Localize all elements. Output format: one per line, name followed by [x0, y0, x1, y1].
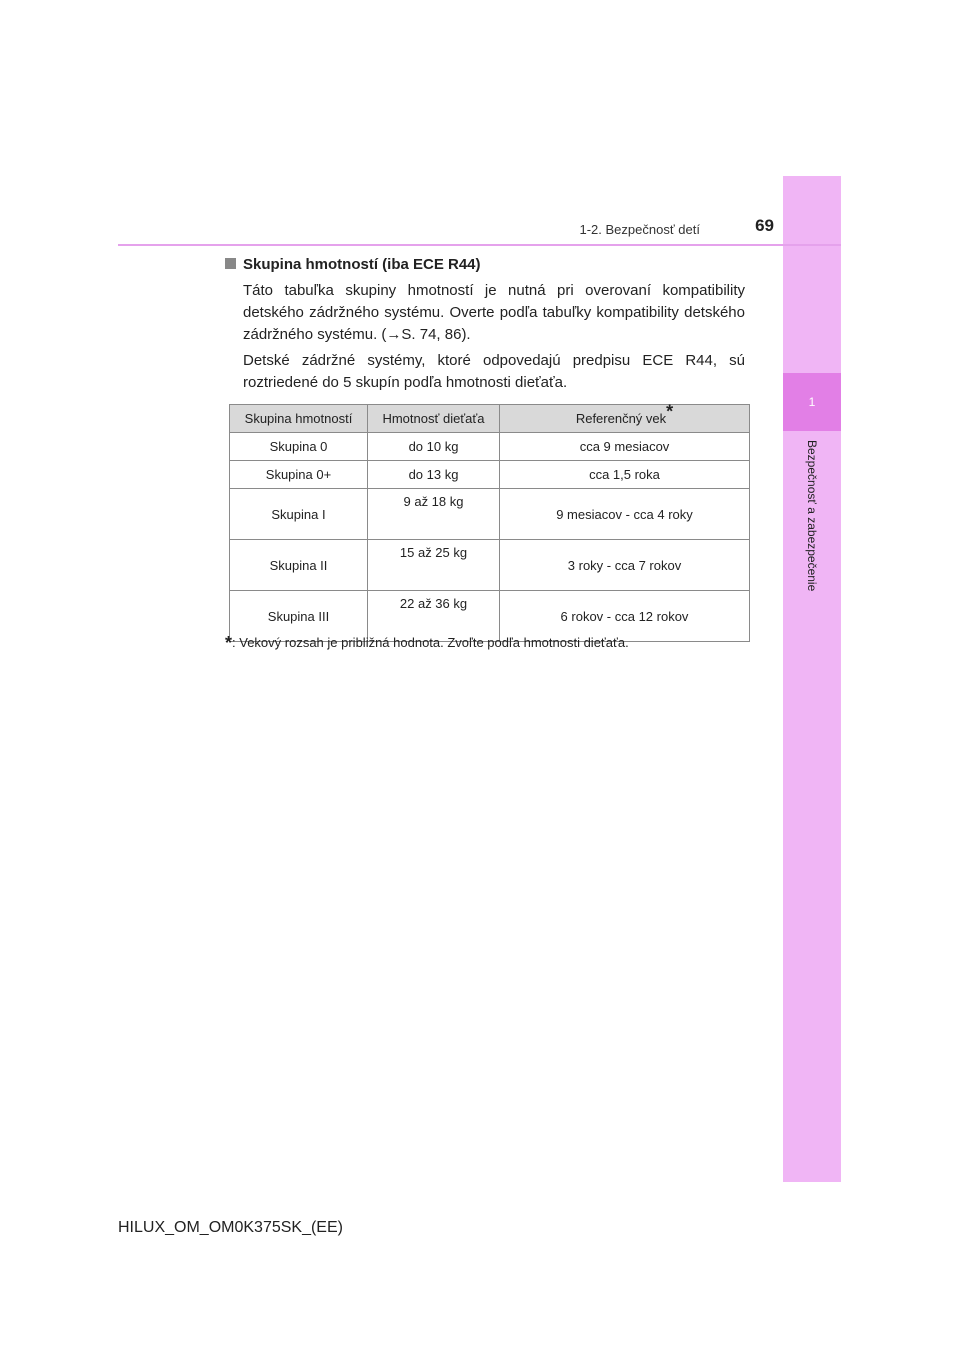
table-row [230, 433, 750, 461]
header-rule [118, 244, 841, 246]
footnote-asterisk: * [225, 633, 233, 653]
section-title: 1-2. Bezpečnosť detí [579, 222, 700, 237]
header-asterisk: * [666, 401, 674, 422]
footnote-text: : Vekový rozsah je približná hodnota. Zvoľte podľa hmotnosti dieťaťa. [232, 635, 629, 650]
age-cell: 6 rokov - cca 12 rokov [500, 591, 750, 642]
group-cell: Skupina III [230, 591, 368, 642]
group-cell: Skupina 0+ [230, 461, 368, 489]
age-cell: cca 1,5 roka [500, 461, 750, 489]
groups-paragraph: Detské zádržné systémy, ktoré odpovedajú predpisu ECE R44, sú roztriedené do 5 skupín podľa hmotnosti dieťaťa. [243, 352, 745, 391]
age-cell: cca 9 mesiacov [500, 433, 750, 461]
chapter-side-tab [783, 176, 841, 1182]
header-child-weight: Hmotnosť dieťaťa [368, 405, 500, 433]
table-row [230, 461, 750, 489]
header-reference-age-text: Referenčný vek [575, 411, 667, 426]
weight-cell: do 10 kg [368, 433, 500, 461]
header-weight-group: Skupina hmotností [230, 405, 368, 433]
document-code: HILUX_OM_OM0K375SK_(EE) [118, 1219, 343, 1236]
chapter-title: Bezpečnosť a zabezpečenie [805, 440, 819, 592]
weight-group-table [229, 401, 750, 642]
table-header-row [230, 405, 750, 433]
age-cell: 3 roky - cca 7 rokov [500, 540, 750, 591]
weight-cell: 15 až 25 kg [368, 540, 500, 591]
group-cell: Skupina II [230, 540, 368, 591]
group-cell: Skupina I [230, 489, 368, 540]
chapter-number: 1 [783, 373, 841, 431]
weight-cell: 22 až 36 kg [368, 591, 500, 642]
weight-cell: 9 až 18 kg [368, 489, 500, 540]
age-cell: 9 mesiacov - cca 4 roky [500, 489, 750, 540]
weight-cell: do 13 kg [368, 461, 500, 489]
intro-paragraph: Táto tabuľka skupiny hmotností je nutná pri overovaní kompatibility detského zádržného systému. Overte podľa tabuľky kompatibility detského zádržného systému. (→S. 74, 86). [243, 282, 745, 343]
page-number: 69 [755, 216, 774, 235]
footnote [225, 633, 629, 654]
table-row [230, 489, 750, 540]
section-heading-text: Skupina hmotností (iba ECE R44) [243, 256, 481, 273]
square-bullet-icon [225, 258, 236, 269]
section-heading [225, 256, 481, 273]
header-reference-age [500, 401, 750, 433]
group-cell: Skupina 0 [230, 433, 368, 461]
table-row [230, 540, 750, 591]
